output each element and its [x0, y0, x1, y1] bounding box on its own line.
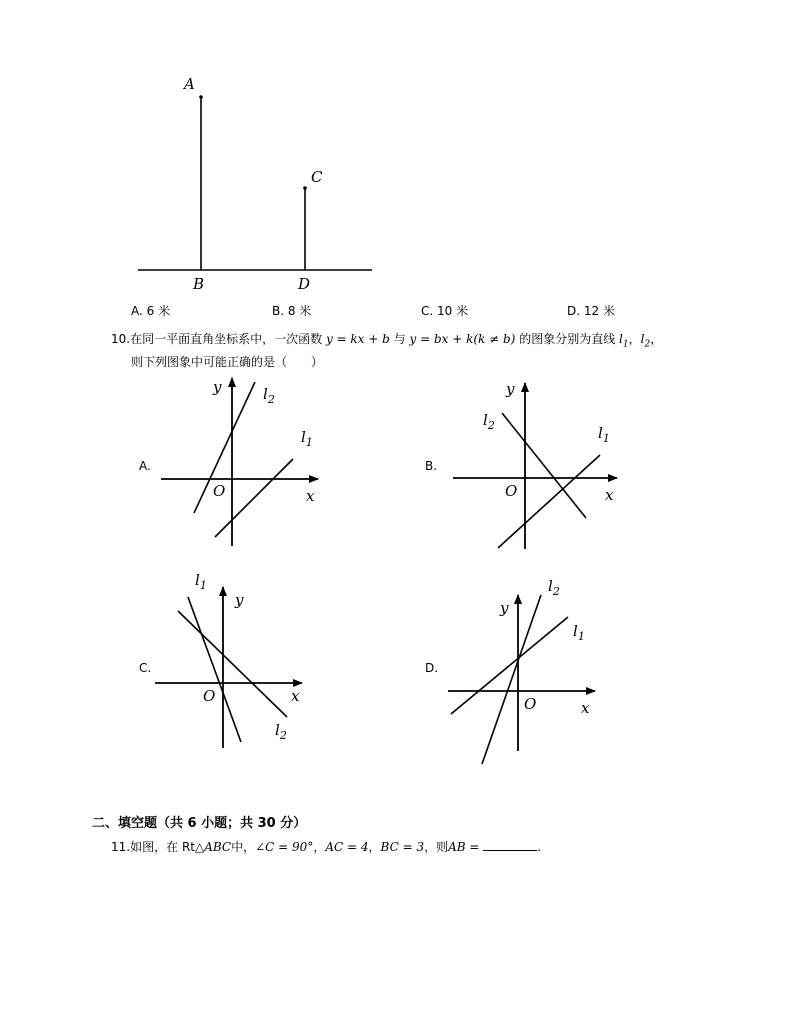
q11-end: .	[537, 840, 542, 854]
graph-c-line-l1	[188, 597, 241, 742]
q10-sep: ，	[628, 332, 641, 346]
graph-a-l2-label: $l_2$	[263, 385, 275, 406]
section-2-title: 二、填空题（共 6 小题；共 30 分）	[92, 816, 307, 831]
graph-d[interactable]	[448, 577, 595, 764]
graph-b-l2-label: $l_2$	[483, 411, 495, 432]
graph-c-y-label: y	[235, 591, 244, 609]
q11-rt: Rt	[181, 840, 195, 854]
q11-abc: ABC	[204, 840, 232, 854]
graph-b-y-label: y	[506, 380, 515, 398]
graph-a-line-l1	[215, 459, 293, 537]
graph-c-l2-label: $l_2$	[275, 721, 287, 742]
q11-sep-2: ，	[368, 840, 381, 854]
label-d: D	[298, 275, 311, 293]
graph-d-line-l1	[451, 617, 568, 714]
graph-c-origin: O	[203, 687, 216, 705]
graph-c-l1-label: $l_1$	[195, 571, 207, 592]
q11-text-2: 中，	[231, 840, 256, 854]
q10-l2: $l_2$	[640, 332, 651, 350]
graph-b-line-l2	[502, 413, 586, 518]
graph-d-origin: O	[524, 695, 537, 713]
q9-option-c[interactable]: C. 10 米	[421, 304, 469, 318]
q11-cond-2: AC = 4	[325, 840, 369, 854]
graph-d-l2-label: $l_2$	[548, 577, 560, 598]
q11-text-1: 如图，在	[130, 840, 179, 854]
graph-b-l1-label: $l_1$	[598, 424, 610, 445]
graph-b-line-l1	[498, 455, 600, 548]
label-c: C	[311, 168, 323, 186]
q10-graph-d-label[interactable]: D.	[425, 661, 439, 675]
graph-b-x-label: x	[605, 486, 614, 504]
q10-text-1: 在同一平面直角坐标系中，一次函数	[130, 332, 323, 346]
q11-sep-1: ，	[313, 840, 326, 854]
graph-c-x-label: x	[291, 687, 300, 705]
q11-ask: AB =	[448, 840, 480, 854]
graph-a[interactable]	[161, 378, 318, 546]
q10-graph-c-label[interactable]: C.	[139, 661, 152, 675]
graph-c[interactable]	[155, 571, 302, 748]
q10-expr-1: y = kx + b	[325, 332, 390, 346]
q9-option-d[interactable]: D. 12 米	[567, 304, 615, 318]
q10-number: 10.	[111, 332, 131, 346]
graph-a-l1-label: $l_1$	[301, 428, 313, 449]
graph-a-origin: O	[213, 482, 226, 500]
q10-stem-line2: 则下列图象中可能正确的是（ ）	[131, 355, 324, 369]
label-b: B	[193, 275, 205, 293]
graph-c-line-l2	[178, 611, 287, 717]
q11-number: 11.	[111, 840, 131, 854]
label-a: A	[184, 75, 195, 93]
graph-b-origin: O	[505, 482, 518, 500]
graph-d-y-label: y	[500, 599, 509, 617]
graph-b[interactable]	[453, 380, 617, 549]
q11-cond-3: BC = 3	[380, 840, 425, 854]
q11-triangle-symbol: △	[194, 840, 205, 854]
q10-text-3: 的图象分别为直线	[519, 332, 616, 346]
graph-a-y-label: y	[213, 378, 222, 396]
graph-d-line-l2	[482, 595, 541, 764]
q10-graph-a-label[interactable]: A.	[139, 459, 151, 473]
graph-d-l1-label: $l_1$	[573, 622, 585, 643]
q11-answer-blank[interactable]	[483, 838, 537, 851]
q10-l1: $l_1$	[619, 332, 629, 350]
q11-stem	[111, 838, 541, 855]
q9-option-b[interactable]: B. 8 米	[272, 304, 312, 318]
q11-cond-1: ∠C = 90°	[255, 840, 314, 854]
q10-text-2: 与	[393, 332, 406, 346]
graph-d-x-label: x	[581, 699, 590, 717]
q9-option-a[interactable]: A. 6 米	[131, 304, 171, 318]
q10-expr-2: y = bx + k(k ≠ b)	[409, 332, 516, 346]
q10-end: ，	[650, 332, 663, 346]
graph-a-x-label: x	[306, 487, 315, 505]
q10-graph-b-label[interactable]: B.	[425, 459, 438, 473]
q11-text-3: ，则	[424, 840, 449, 854]
